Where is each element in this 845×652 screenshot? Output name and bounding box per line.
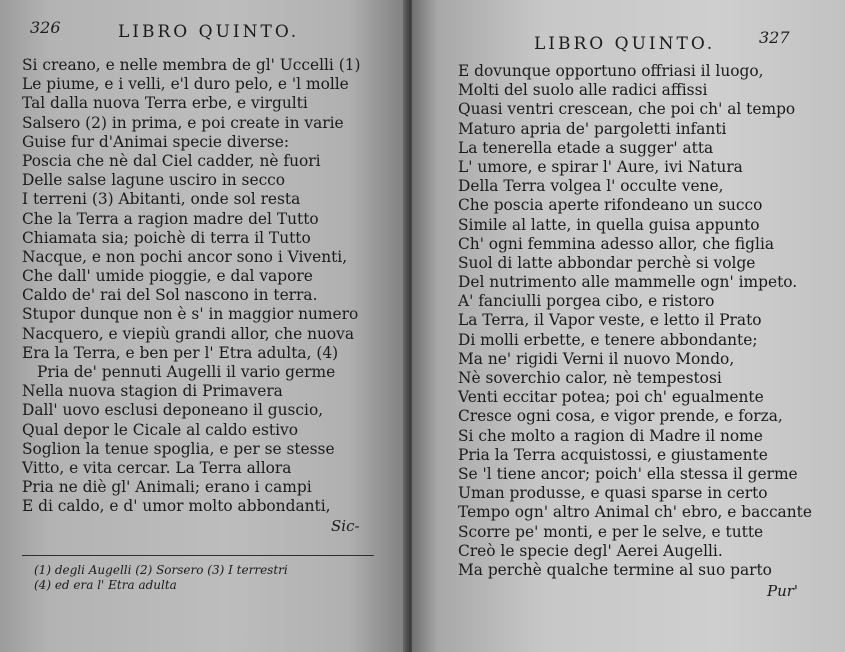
verse-line: Pria la Terra acquistossi, e giustamente [458, 445, 768, 464]
footnotes [34, 563, 288, 593]
verse-line: Creò le specie degl' Aerei Augelli. [458, 541, 723, 560]
verse-line: E dovunque opportuno offriasi il luogo, [458, 62, 764, 80]
verse-line: Quasi ventri crescean, che poi ch' al tempo [458, 100, 796, 119]
verse-line: Nella nuova stagion di Primavera [22, 382, 283, 401]
verse-line: Era la Terra, e ben per l' Etra adulta, (4) [22, 343, 339, 362]
verse-line: Nacque, e non pochi ancor sono i Viventi, [22, 247, 348, 266]
verse-line: Cresce ogni cosa, e vigor prende, e forza, [458, 407, 783, 426]
verse-line: Si creano, e nelle membra de gl' Uccelli (1) [22, 56, 361, 74]
verse-line: Della Terra volgea l' occulte vene, [458, 177, 724, 196]
verse-line: Pria de' pennuti Augelli il vario germe [37, 363, 336, 381]
verse-line: Scorre pe' monti, e per le selve, e tutte [458, 522, 764, 541]
verse-line: Che la Terra a ragion madre del Tutto [22, 209, 319, 228]
running-head: LIBRO QUINTO. [534, 34, 716, 54]
verse-line: Che poscia aperte rifondeano un succo [458, 196, 763, 215]
verse-line: Se 'l tiene ancor; poich' ella stessa il germe [458, 464, 798, 483]
verse-line: Qual depor le Cicale al caldo estivo [22, 420, 298, 439]
verse-line: Le piume, e i velli, e'l duro pelo, e 'l molle [22, 75, 349, 94]
verse-line: Soglion la tenue spoglia, e per se stesse [22, 439, 335, 458]
verse-line: Simile al latte, in quella guisa appunto [458, 215, 760, 234]
verse-line: Di molli erbette, e tenere abbondante; [458, 330, 758, 349]
running-head: LIBRO QUINTO. [118, 22, 300, 42]
verse-line: Ch' ogni femmina adesso allor, che figlia [458, 234, 775, 253]
verse-line: Chiamata sia; poichè di terra il Tutto [22, 228, 311, 247]
verse-line: Nacquero, e viepiù grandi allor, che nuova [22, 324, 355, 343]
verse-line: Guise fur d'Animai specie diverse: [22, 132, 290, 151]
verse-line: Del nutrimento alle mammelle ogn' impeto. [458, 273, 798, 292]
verse-line: Salsero (2) in prima, e poi create in varie [22, 113, 344, 132]
verse-line: Caldo de' rai del Sol nascono in terra. [22, 286, 318, 305]
verse-line: Pria ne diè gl' Animali; erano i campi [22, 478, 312, 497]
verse-line: Che dall' umide pioggie, e dal vapore [22, 267, 313, 286]
verse-text [22, 56, 361, 517]
verse-line: Nè soverchio calor, nè tempestosi [458, 369, 722, 387]
verse-line: E di caldo, e d' umor molto abbondanti, [22, 497, 331, 516]
verse-line: La Terra, il Vapor veste, e letto il Prato [458, 311, 762, 330]
verse-line: A' fanciulli porgea cibo, e ristoro [458, 292, 715, 311]
verse-line: Venti eccitar potea; poi ch' egualmente [458, 388, 764, 407]
verse-text [458, 62, 812, 580]
verse-line: La tenerella etade a sugger' atta [458, 138, 714, 157]
catchword: Sic- [331, 517, 360, 535]
verse-line: Stupor dunque non è s' in maggior numero [22, 305, 359, 324]
right-page [412, 0, 845, 652]
page-number: 326 [30, 18, 61, 37]
verse-line: Poscia che nè dal Ciel cadder, nè fuori [22, 151, 321, 170]
verse-line: Suol di latte abbondar perchè si volge [458, 253, 756, 272]
footnote-rule [22, 555, 374, 556]
verse-line: I terreni (3) Abitanti, onde sol resta [22, 190, 301, 209]
footnote-line: (1) degli Augelli (2) Sorsero (3) I terrestri [34, 563, 288, 577]
verse-line: Tal dalla nuova Terra erbe, e virgulti [22, 94, 308, 113]
left-page [0, 0, 410, 652]
verse-line: Vitto, e vita cercar. La Terra allora [22, 458, 292, 477]
verse-line: Ma ne' rigidi Verni il nuovo Mondo, [458, 349, 735, 368]
page-number: 327 [759, 28, 790, 47]
verse-line: Ma perchè qualche termine al suo parto [458, 560, 772, 579]
footnote-line: (4) ed era l' Etra adulta [34, 578, 177, 592]
verse-line: Maturo apria de' pargoletti infanti [458, 119, 727, 138]
verse-line: Molti del suolo alle radici affissi [458, 81, 708, 100]
verse-line: Uman produsse, e quasi sparse in certo [458, 484, 768, 503]
catchword: Pur' [767, 582, 799, 600]
verse-line: Dall' uovo esclusi deponeano il guscio, [22, 401, 324, 420]
verse-line: Si che molto a ragion di Madre il nome [458, 426, 763, 445]
verse-line: L' umore, e spirar l' Aure, ivi Natura [458, 157, 743, 176]
verse-line: Tempo ogn' altro Animal ch' ebro, e baccante [458, 503, 812, 522]
verse-line: Delle salse lagune usciro in secco [22, 171, 286, 190]
